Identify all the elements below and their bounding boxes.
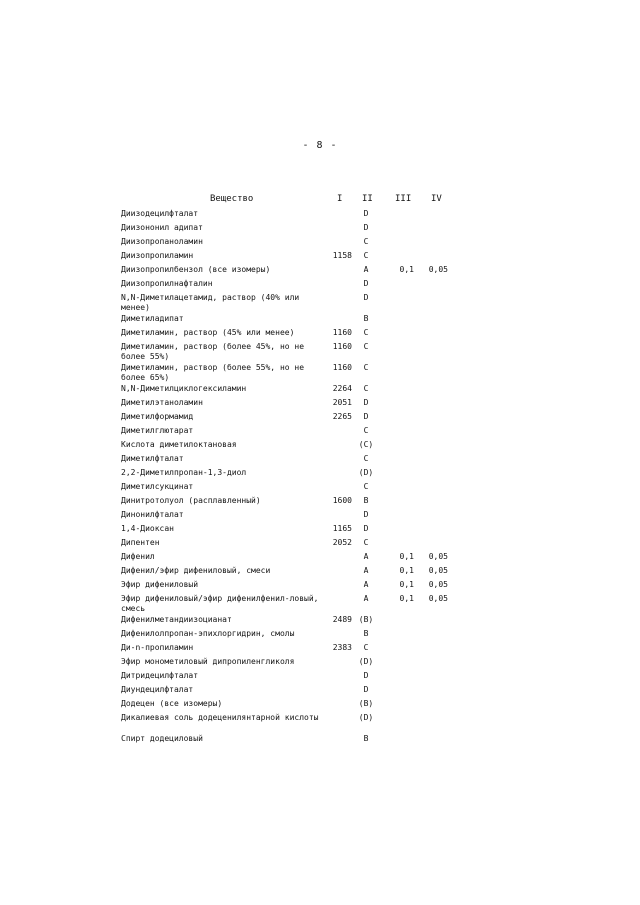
- substance-name: Динитротолуол (расплавленный): [121, 496, 261, 505]
- substance-name: Эфир дифениловый: [121, 580, 199, 589]
- col-3-value: 0,1: [399, 594, 414, 603]
- table-row: [0, 293, 640, 314]
- col-2-value: (D): [358, 657, 374, 666]
- col-2-value: A: [363, 566, 369, 575]
- header-col-1: I: [337, 194, 343, 204]
- col-2-value: C: [363, 342, 369, 351]
- col-1-value: 1160: [332, 363, 352, 372]
- table-row: [0, 398, 640, 412]
- substance-name: Эфир монометиловый дипропиленгликоля: [121, 657, 295, 666]
- col-1-value: 2265: [332, 412, 352, 421]
- table-row: [0, 538, 640, 552]
- page-number: - 8 -: [302, 140, 338, 151]
- col-2-value: (B): [358, 615, 374, 624]
- substance-name: 2,2-Диметилпропан-1,3-диол: [121, 468, 247, 477]
- col-2-value: (D): [358, 468, 374, 477]
- table-row: [0, 615, 640, 629]
- table-row: [0, 468, 640, 482]
- table-row: [0, 223, 640, 237]
- table-row: [0, 482, 640, 496]
- table-row: [0, 643, 640, 657]
- col-2-value: C: [363, 538, 369, 547]
- table-row: [0, 713, 640, 734]
- col-2-value: B: [363, 314, 369, 323]
- table-row: [0, 279, 640, 293]
- table-row: [0, 496, 640, 510]
- col-4-value: 0,05: [428, 552, 448, 561]
- table-row: [0, 440, 640, 454]
- table-row: [0, 363, 640, 384]
- table-row: [0, 629, 640, 643]
- substance-name: 1,4-Диоксан: [121, 524, 174, 533]
- col-2-value: D: [363, 293, 369, 302]
- col-2-value: D: [363, 412, 369, 421]
- table-row: [0, 657, 640, 671]
- col-2-value: B: [363, 629, 369, 638]
- col-2-value: (D): [358, 713, 374, 722]
- col-1-value: 1600: [332, 496, 352, 505]
- table-row: [0, 412, 640, 426]
- substance-name: Диметилсукцинат: [121, 482, 194, 491]
- col-2-value: D: [363, 279, 369, 288]
- col-1-value: 1160: [332, 328, 352, 337]
- substance-name: Диизопропиламин: [121, 251, 194, 260]
- col-2-value: D: [363, 398, 369, 407]
- col-2-value: D: [363, 209, 369, 218]
- substance-name: N,N-Диметилциклогексиламин: [121, 384, 247, 393]
- table-row: [0, 510, 640, 524]
- substance-table: [0, 209, 640, 748]
- table-row: [0, 342, 640, 363]
- substance-name: Диизопропилнафталин: [121, 279, 213, 288]
- substance-name: Динонилфталат: [121, 510, 184, 519]
- col-1-value: 2051: [332, 398, 352, 407]
- substance-name: Ди-n-пропиламин: [121, 643, 194, 652]
- col-1-value: 1165: [332, 524, 352, 533]
- substance-name: Диизопропилбензол (все изомеры): [121, 265, 271, 274]
- substance-name: Диметилформамид: [121, 412, 194, 421]
- substance-name: Дитридецилфталат: [121, 671, 199, 680]
- col-2-value: D: [363, 671, 369, 680]
- col-2-value: C: [363, 251, 369, 260]
- substance-name: Диметилглютарат: [121, 426, 194, 435]
- table-row: [0, 566, 640, 580]
- table-row: [0, 594, 640, 615]
- col-2-value: A: [363, 580, 369, 589]
- col-2-value: C: [363, 454, 369, 463]
- table-row: [0, 454, 640, 468]
- col-3-value: 0,1: [399, 552, 414, 561]
- substance-name: Диизононил адипат: [121, 223, 203, 232]
- header-col-2: II: [362, 194, 373, 204]
- col-2-value: C: [363, 363, 369, 372]
- col-2-value: D: [363, 510, 369, 519]
- col-1-value: 2052: [332, 538, 352, 547]
- col-2-value: C: [363, 328, 369, 337]
- substance-name: Диметиламин, раствор (более 45%, но не более 55%): [121, 342, 305, 361]
- substance-name: Диундецилфталат: [121, 685, 194, 694]
- col-2-value: D: [363, 524, 369, 533]
- table-row: [0, 209, 640, 223]
- col-4-value: 0,05: [428, 594, 448, 603]
- table-header: [0, 194, 640, 208]
- table-row: [0, 552, 640, 566]
- substance-name: Диметилфталат: [121, 454, 184, 463]
- table-row: [0, 671, 640, 685]
- col-2-value: B: [363, 496, 369, 505]
- table-row: [0, 426, 640, 440]
- substance-name: N,N-Диметилацетамид, раствор (40% или менее): [121, 293, 300, 312]
- substance-name: Эфир дифениловый/эфир дифенилфенил-ловый, смесь: [121, 594, 319, 613]
- col-2-value: D: [363, 685, 369, 694]
- substance-name: Дифенил/эфир дифениловый, смеси: [121, 566, 271, 575]
- col-2-value: C: [363, 384, 369, 393]
- col-3-value: 0,1: [399, 566, 414, 575]
- col-1-value: 2264: [332, 384, 352, 393]
- col-2-value: D: [363, 223, 369, 232]
- substance-name: Дифенилолпропан-эпихлоргидрин, смолы: [121, 629, 295, 638]
- table-row: [0, 314, 640, 328]
- col-2-value: C: [363, 482, 369, 491]
- col-4-value: 0,05: [428, 265, 448, 274]
- col-2-value: A: [363, 265, 369, 274]
- col-1-value: 2383: [332, 643, 352, 652]
- substance-name: Кислота диметилоктановая: [121, 440, 237, 449]
- substance-name: Диизодецилфталат: [121, 209, 199, 218]
- substance-name: Диметилэтаноламин: [121, 398, 203, 407]
- table-row: [0, 237, 640, 251]
- substance-name: Дипентен: [121, 538, 160, 547]
- substance-name: Додецен (все изомеры): [121, 699, 223, 708]
- col-1-value: 2489: [332, 615, 352, 624]
- col-2-value: (B): [358, 699, 374, 708]
- substance-name: Диметиладипат: [121, 314, 184, 323]
- table-row: [0, 384, 640, 398]
- header-col-3: III: [395, 194, 412, 204]
- col-2-value: B: [363, 734, 369, 743]
- substance-name: Диметиламин, раствор (45% или менее): [121, 328, 295, 337]
- col-4-value: 0,05: [428, 580, 448, 589]
- table-row: [0, 328, 640, 342]
- col-3-value: 0,1: [399, 580, 414, 589]
- col-3-value: 0,1: [399, 265, 414, 274]
- table-row: [0, 251, 640, 265]
- table-row: [0, 685, 640, 699]
- substance-name: Диизопропаноламин: [121, 237, 203, 246]
- col-2-value: A: [363, 552, 369, 561]
- col-2-value: C: [363, 237, 369, 246]
- col-2-value: (C): [358, 440, 374, 449]
- col-1-value: 1158: [332, 251, 352, 260]
- substance-name: Спирт додециловый: [121, 734, 203, 743]
- table-row: [0, 580, 640, 594]
- col-2-value: A: [363, 594, 369, 603]
- col-4-value: 0,05: [428, 566, 448, 575]
- substance-name: Дифенилметандиизоцианат: [121, 615, 232, 624]
- table-row: [0, 734, 640, 748]
- table-row: [0, 524, 640, 538]
- substance-name: Диметиламин, раствор (более 55%, но не более 65%): [121, 363, 305, 382]
- table-row: [0, 699, 640, 713]
- table-row: [0, 265, 640, 279]
- substance-name: Дифенил: [121, 552, 155, 561]
- col-2-value: C: [363, 643, 369, 652]
- header-col-4: IV: [431, 194, 442, 204]
- substance-name: Дикалиевая соль додеценилянтарной кислоты: [121, 713, 319, 722]
- col-2-value: C: [363, 426, 369, 435]
- col-1-value: 1160: [332, 342, 352, 351]
- header-substance: Вещество: [210, 194, 254, 204]
